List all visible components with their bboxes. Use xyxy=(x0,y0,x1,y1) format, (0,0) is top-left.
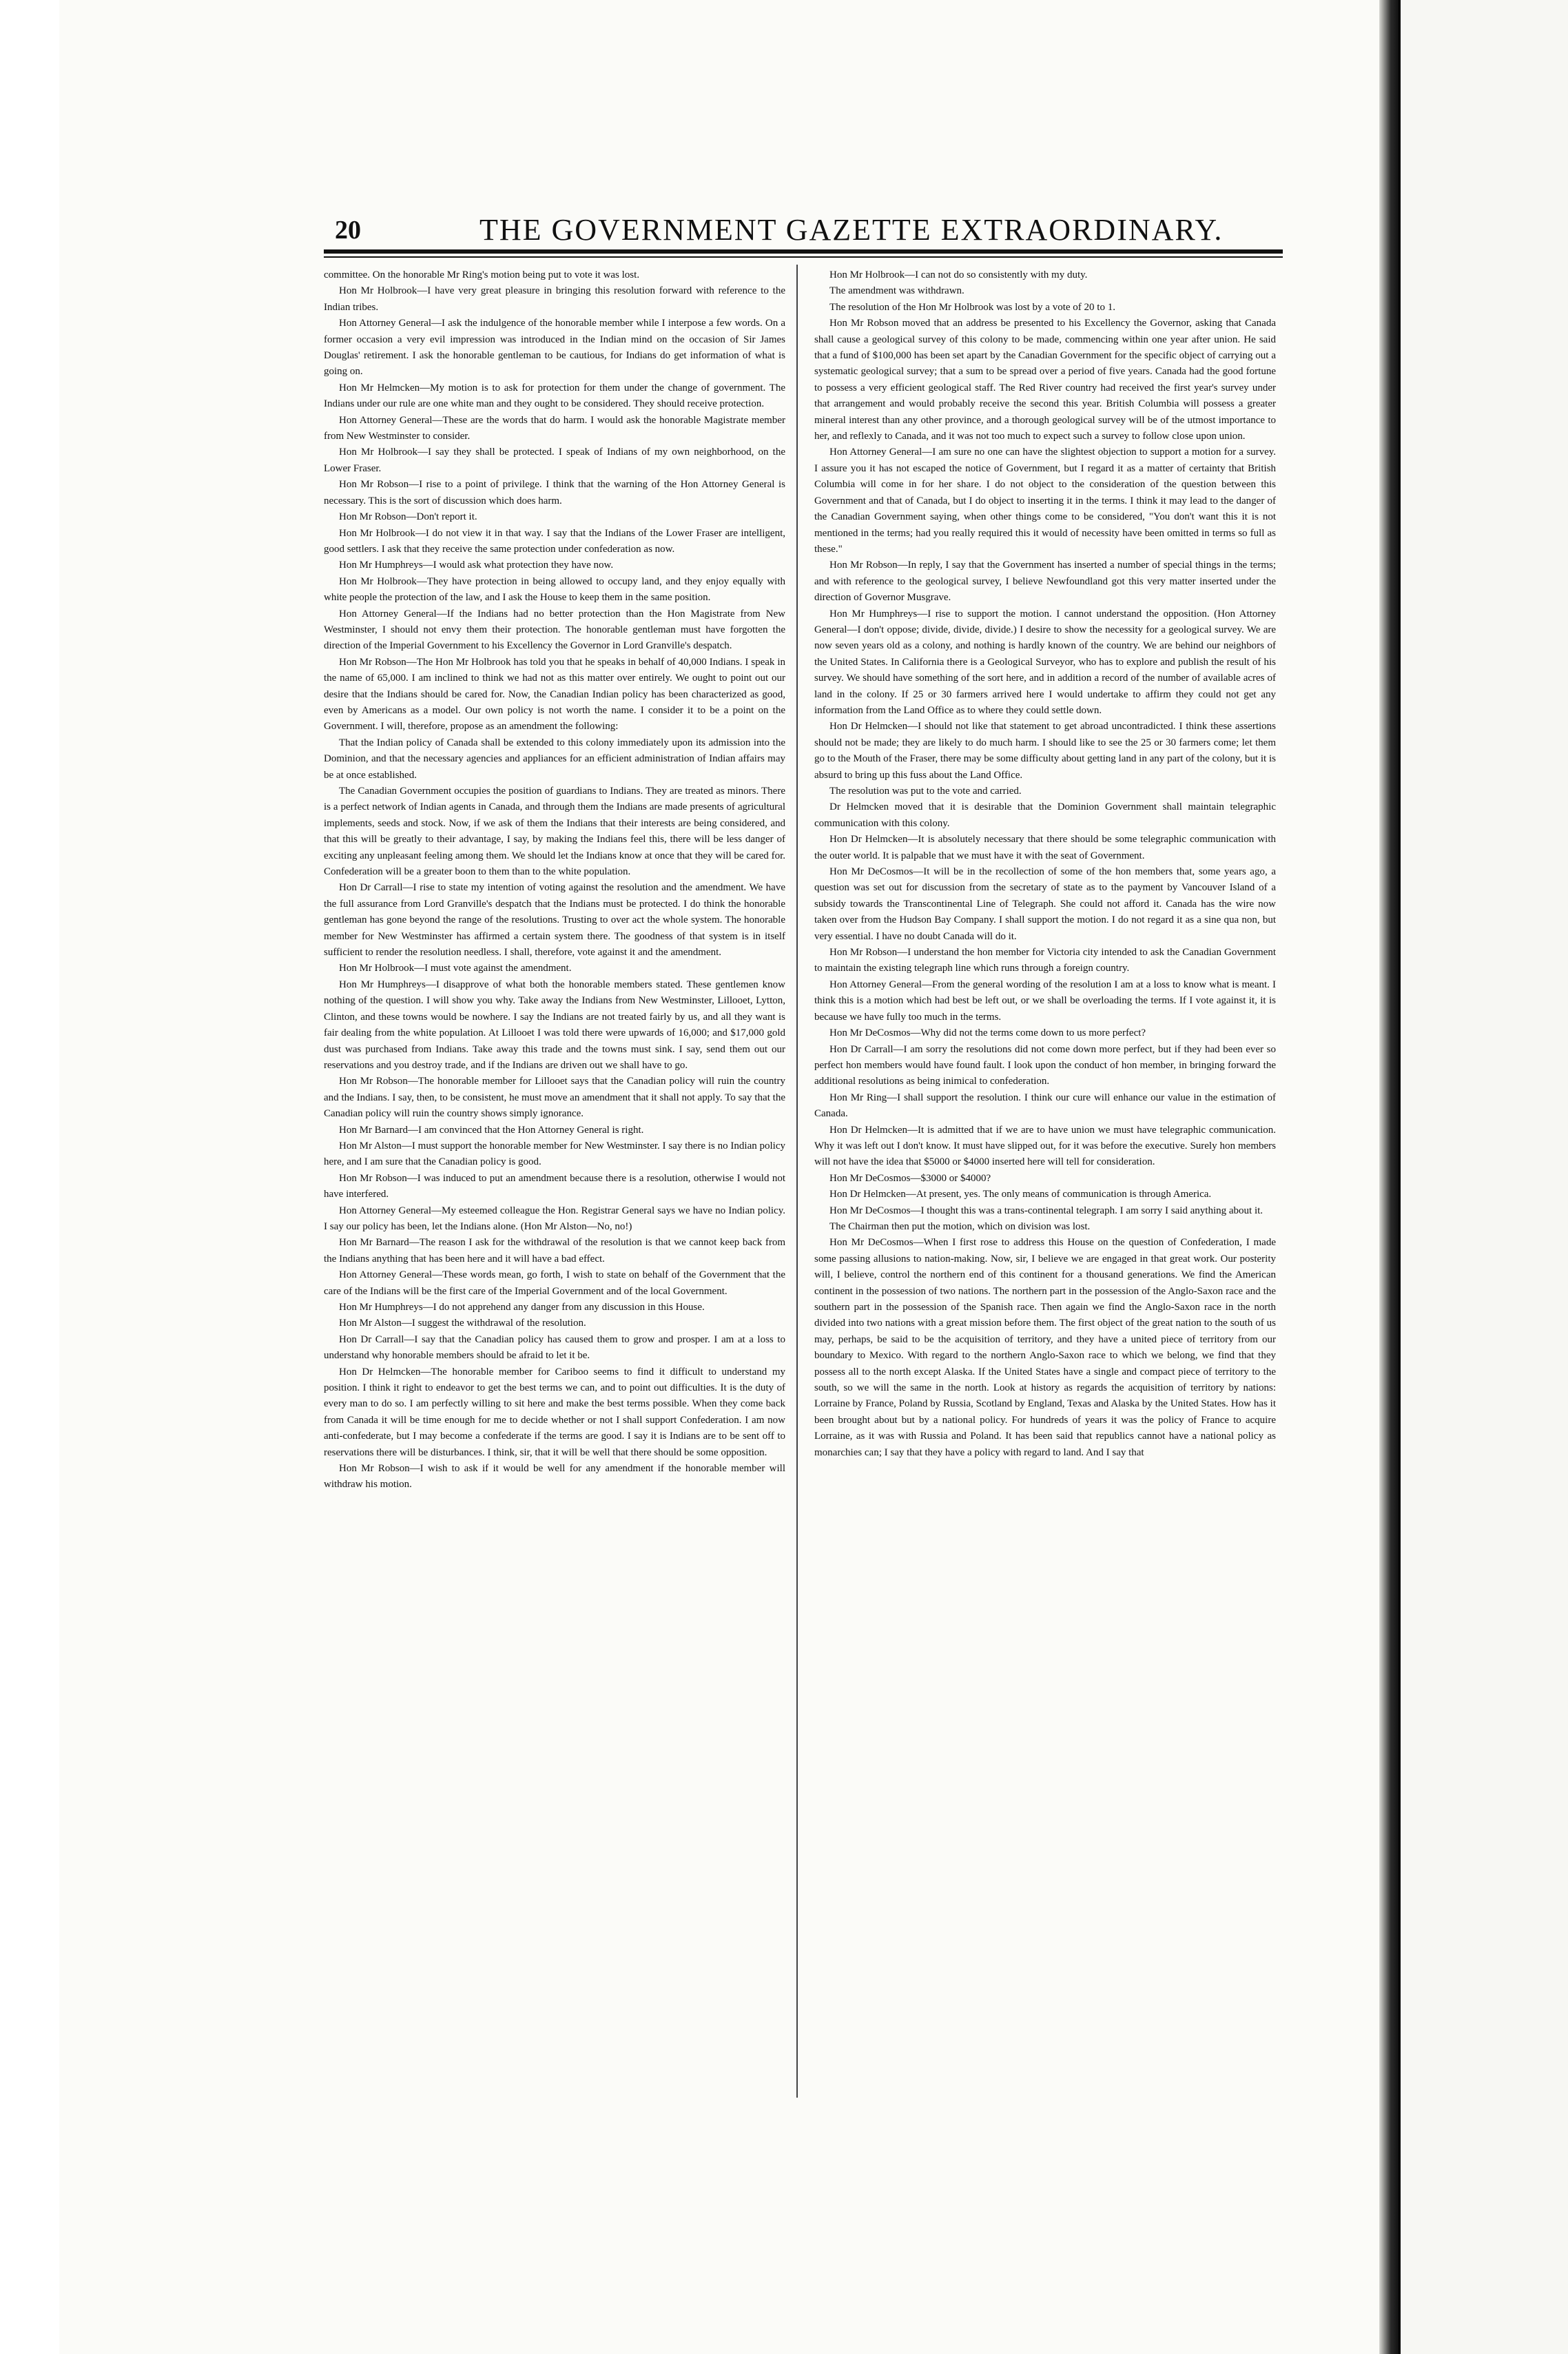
paragraph: committee. On the honorable Mr Ring's motion being put to vote it was lost. xyxy=(324,269,640,280)
paragraph: Hon Mr Alston—I suggest the withdrawal of the resolution. xyxy=(339,1318,586,1329)
paragraph: Hon Mr Robson—Don't report it. xyxy=(339,511,477,523)
column-divider xyxy=(796,265,798,2098)
page-number: 20 xyxy=(335,216,361,245)
paragraph: Hon Mr Holbrook—I say they shall be protected. I speak of Indians of my own neighborhood, on the Lower Fraser. xyxy=(324,447,785,474)
paragraph: The Chairman then put the motion, which on division was lost. xyxy=(829,1220,1091,1232)
header-rule-thin xyxy=(324,256,1283,258)
paragraph: Hon Mr Robson—The honorable member for Lillooet says that the Canadian policy will ruin the country and the Indians. I say, then, to be consistent, he must move an amendment that it shall not apply. To say that the Canadian policy will ruin the country shows simply ignorance. xyxy=(324,1076,785,1120)
paragraph: The Canadian Government occupies the position of guardians to Indians. They are treated as minors. There is a perfect network of Indian agents in Canada, and through them the Indians are made presents of agricultural implements, seeds and stock. Now, if we ask of them the Indians that their interests are being considered, and that this will be greatly to their advantage, I say, by making the Indians feel this, there will be less danger of exciting any unpleasant feeling among them. We should let the Indians know at once that they will be cared for. Confederation will be a greater boon to them than to the white population. xyxy=(324,786,785,878)
paragraph: The resolution was put to the vote and carried. xyxy=(829,786,1022,797)
left-column xyxy=(324,267,785,1493)
paragraph: Hon Mr Holbrook—I can not do so consistently with my duty. xyxy=(829,269,1088,280)
paragraph: Hon Dr Carrall—I rise to state my intention of voting against the resolution and the amendment. We have the full assurance from Lord Granville's despatch that the Indians must be protected. I do think the honorable gentleman has gone beyond the range of the resolutions. Trusting to over act the whole system. The honorable member for New Westminster has affirmed a certain system there. The goodness of that system is in itself sufficient to render the resolution needless. I shall, therefore, vote against it and the amendment. xyxy=(324,882,785,959)
page-title: THE GOVERNMENT GAZETTE EXTRAORDINARY. xyxy=(479,213,1224,247)
paragraph: Hon Mr Robson—I was induced to put an amendment because there is a resolution, otherwise I would not have interfered. xyxy=(324,1172,785,1200)
paragraph: The resolution of the Hon Mr Holbrook was lost by a vote of 20 to 1. xyxy=(829,301,1115,313)
paragraph: Hon Mr Humphreys—I would ask what protection they have now. xyxy=(339,560,614,571)
paragraph: Hon Mr Helmcken—My motion is to ask for protection for them under the change of government. The Indians under our rule are one white man and they ought to be considered. They should receive protection. xyxy=(324,382,785,410)
paragraph: Hon Mr Humphreys—I do not apprehend any danger from any discussion in this House. xyxy=(339,1302,705,1313)
paragraph: Hon Attorney General—These are the words that do harm. I would ask the honorable Magistrate member from New Westminster to consider. xyxy=(324,414,785,442)
paragraph: Hon Dr Carrall—I am sorry the resolutions did not come down more perfect, but if they had been ever so perfect hon members would have found fault. I look upon the conduct of hon member, in bringing forward the additional resolutions as being inimical to confederation. xyxy=(814,1043,1276,1087)
paragraph: Hon Mr DeCosmos—It will be in the recollection of some of the hon members that, some years ago, a question was set out for discussion from the secretary of state as to the payment by Vancouver Island of a subsidy towards the Transcontinental Line of Telegraph. She could not afford it. Canada has the wire now taken over from the Hudson Bay Company. I shall support the motion. I do not regard it as a sine qua non, but very essential. I have no doubt Canada will do it. xyxy=(814,866,1276,942)
paragraph: Hon Attorney General—I ask the indulgence of the honorable member while I interpose a few words. On a former occasion a very evil impression was introduced in the Indian mind on the occasion of Sir James Douglas' retirement. I ask the honorable gentleman to be cautious, for Indians do get information of what is going on. xyxy=(324,318,785,378)
paragraph: The amendment was withdrawn. xyxy=(829,285,964,297)
paragraph: Hon Mr Holbrook—They have protection in being allowed to occupy land, and they enjoy equally with white people the protection of the law, and I ask the House to keep them in the same position. xyxy=(324,575,785,604)
paragraph: Hon Attorney General—My esteemed colleague the Hon. Registrar General says we have no Indian policy. I say our policy has been, let the Indians alone. (Hon Mr Alston—No, no!) xyxy=(324,1205,785,1232)
paragraph: Hon Mr Robson—The Hon Mr Holbrook has told you that he speaks in behalf of 40,000 Indians. I speak in the name of 65,000. I am inclined to think we had not as this matter over entirely. We ought to point out our desire that the Indians should be cared for. Now, the Canadian Indian policy has been characterized as good, even by Americans as a model. Our own policy is not worth the name. I consider it to be a point on the Government. I will, therefore, propose as an amendment the following: xyxy=(324,656,785,733)
paragraph: Hon Mr Holbrook—I must vote against the amendment. xyxy=(339,963,572,974)
paragraph: Hon Mr Robson moved that an address be presented to his Excellency the Governor, asking that Canada shall cause a geological survey of this colony to be made, commencing within one year after union. He said that a fund of $100,000 has been set apart by the Canadian Government for the specific object of carrying out a systematic geological survey; that a sum to be spread over a period of five years. Canada had the good fortune to possess a very efficient geological staff. The Red River country had received the first year's survey under that arrangement and would probably receive the second this year. British Columbia will possess a greater mineral interest than any other province, and a thorough geological survey will be of the utmost importance to her, and reflexly to Canada, and it was not too much to expect such a survey to follow close upon union. xyxy=(814,318,1276,442)
paragraph: Hon Dr Helmcken—It is admitted that if we are to have union we must have telegraphic communication. Why it was left out I don't know. It must have slipped out, for it was before the executive. Surely hon members will not have the idea that $5000 or $4000 inserted here will tell for consideration. xyxy=(814,1124,1276,1168)
paragraph: Hon Mr Robson—I rise to a point of privilege. I think that the warning of the Hon Attorney General is necessary. This is the sort of discussion which does harm. xyxy=(324,479,785,506)
header-rule-thick xyxy=(324,249,1283,254)
paragraph: Hon Attorney General—If the Indians had no better protection than the Hon Magistrate from New Westminster, I should not envy them their protection. The honorable gentleman must have forgotten the direction of the Imperial Government to his Excellency the Governor in Lord Granville's despatch. xyxy=(324,608,785,652)
page-fold-shadow xyxy=(1379,0,1399,2354)
paragraph: Hon Mr DeCosmos—Why did not the terms come down to us more perfect? xyxy=(829,1027,1146,1039)
adjacent-page-edge xyxy=(1399,0,1568,2354)
paragraph: Hon Mr DeCosmos—$3000 or $4000? xyxy=(829,1172,991,1184)
paragraph: Hon Mr Humphreys—I disapprove of what both the honorable members stated. These gentlemen know nothing of the question. I will show you why. Take away the Indians from New Westminster, Lillooet, Lytton, Clinton, and these towns would be nowhere. I say the Indians are not treated fairly by us, and all they want is fair dealing from the white population. At Lillooet I was told there were upwards of 16,000; and $17,000 gold dust was purchased from Indians. Take away this trade and the towns must sink. I say, send them out our reservations and you destroy trade, and if the Indians are driven out we shall have to go. xyxy=(324,979,785,1071)
paragraph: Hon Mr Alston—I must support the honorable member for New Westminster. I say there is no Indian policy here, and I am sure that the Canadian policy is good. xyxy=(324,1140,785,1168)
paragraph: Hon Attorney General—These words mean, go forth, I wish to state on behalf of the Government that the care of the Indians will be the first care of the Imperial Government and of the local Government. xyxy=(324,1269,785,1297)
paragraph: Hon Dr Helmcken—I should not like that statement to get abroad uncontradicted. I think these assertions should not be made; they are likely to do much harm. I should like to see the 25 or 30 farmers come; let them go to the Mouth of the Fraser, there may be some difficulty about getting land in any part of the colony, but it is absurd to bring up this fuss about the Land Office. xyxy=(814,721,1276,781)
page-header xyxy=(335,212,1281,254)
paragraph: Hon Mr Robson—I understand the hon member for Victoria city intended to ask the Canadian Government to maintain the existing telegraph line which runs through a foreign country. xyxy=(814,947,1276,974)
paragraph: Hon Mr Humphreys—I rise to support the motion. I cannot understand the opposition. (Hon Attorney General—I don't oppose; divide, divide, divide.) I desire to show the necessity for a geological survey. We are now seven years old as a colony, and nothing is hardly known of the country. We are behind our neighbors of the United States. In California there is a Geological Surveyor, who has to explore and publish the result of his survey. We should have something of the sort here, and in addition a record of the number of available acres of land in the colony. If 25 or 30 farmers arrived here I would undertake to affirm they could not get any information from the Land Office as to where they could settle down. xyxy=(814,608,1276,716)
paragraph: Hon Mr DeCosmos—When I first rose to address this House on the question of Confederation, I made some passing allusions to nation-making. Now, sir, I believe we are engaged in that great work. Our posterity will, I believe, control the northern end of this continent for a thousand generations. We find the American continent in the possession of two nations. The northern part in the possession of the Anglo-Saxon race and the southern part in the possession of the Spanish race. Then again we find the Anglo-Saxon race in the north divided into two nations with a great mission before them. The first object of the great nation to the south of us may, perhaps, be said to be the acquisition of territory, and they have a united piece of territory from our boundary to Mexico. With regard to the northern Anglo-Saxon race to which we belong, we find that they possess all to the north except Alaska. If the United States have a single and compact piece of territory to the south, so we will the same in the north. Look at history as regards the acquisition of territory by nations: Lorraine by France, Poland by Russia, Scotland by England, Texas and Alaska by the United States. How has it been brought about but by a national policy. For hundreds of years it was the policy of France to acquire Lorraine, as it was with Russia and Poland. It has been said that republics cannot have a national policy as monarchies can; I say that they have a policy with regard to land. And I say that xyxy=(814,1237,1276,1458)
resolution-quote: That the Indian policy of Canada shall be extended to this colony immediately upon its admission into the Dominion, and that the necessary agencies and appliances for an efficient administration of Indian affairs may be at once established. xyxy=(324,737,785,781)
right-column xyxy=(814,267,1276,1461)
paragraph: Hon Dr Helmcken—At present, yes. The only means of communication is through America. xyxy=(829,1189,1212,1200)
paragraph: Hon Mr Ring—I shall support the resolution. I think our cure will enhance our value in the estimation of Canada. xyxy=(814,1092,1276,1120)
paragraph: Hon Attorney General—From the general wording of the resolution I am at a loss to know what is meant. I think this is a motion which had best be left out, or we shall be overloading the terms. If I vote against it, it is because we have fully too much in the terms. xyxy=(814,979,1276,1023)
paragraph: Hon Mr Barnard—The reason I ask for the withdrawal of the resolution is that we cannot keep back from the Indians anything that has been here and it will have a bad effect. xyxy=(324,1237,785,1265)
paragraph: Hon Dr Helmcken—It is absolutely necessary that there should be some telegraphic communication with the outer world. It is palpable that we must have it with the seat of Government. xyxy=(814,834,1276,861)
paragraph: Hon Mr Robson—In reply, I say that the Government has inserted a number of special things in the terms; and with reference to the geological survey, I believe Newfoundland got this very matter inserted under the direction of Governor Musgrave. xyxy=(814,560,1276,604)
paragraph: Hon Dr Helmcken—The honorable member for Cariboo seems to find it difficult to understand my position. I think it right to endeavor to get the best terms we can, and to point out difficulties. It is the duty of every man to do so. I am perfectly willing to sit here and make the best terms possible. When they come back from Canada it will be time enough for me to decide whether or not I shall support Confederation. I am now anti-confederate, but I may become a confederate if the terms are good. I say it is Indians are to be sent off to reservations there will be disturbances. I think, sir, that it will be well that there should be some opposition. xyxy=(324,1366,785,1458)
paragraph: Hon Mr Barnard—I am convinced that the Hon Attorney General is right. xyxy=(339,1124,644,1136)
paragraph: Hon Mr DeCosmos—I thought this was a trans-continental telegraph. I am sorry I said anything about it. xyxy=(829,1205,1263,1216)
paragraph: Hon Dr Carrall—I say that the Canadian policy has caused them to grow and prosper. I am at a loss to understand why honorable members should be afraid to let it be. xyxy=(324,1333,785,1362)
paragraph: Hon Mr Holbrook—I have very great pleasure in bringing this resolution forward with reference to the Indian tribes. xyxy=(324,285,785,313)
paragraph: Hon Mr Robson—I wish to ask if it would be well for any amendment if the honorable member will withdraw his motion. xyxy=(324,1463,785,1491)
paragraph: Dr Helmcken moved that it is desirable that the Dominion Government shall maintain telegraphic communication with this colony. xyxy=(814,801,1276,829)
paragraph: Hon Mr Holbrook—I do not view it in that way. I say that the Indians of the Lower Fraser are intelligent, good settlers. I ask that they receive the same protection under confederation as now. xyxy=(324,527,785,555)
paragraph: Hon Attorney General—I am sure no one can have the slightest objection to support a motion for a survey. I assure you it has not escaped the notice of Government, but I regard it as a matter of certainty that British Columbia will come in for her share. I do not object to the consideration of the question between this Government and that of Canada, but I do object to inserting it in the terms. I think it may lead to the danger of the Canadian Government saying, when other things come to be considered, "You don't want this it is not mentioned in the terms; had you really required this it would of necessity have been omitted in terms so full as these." xyxy=(814,447,1276,555)
